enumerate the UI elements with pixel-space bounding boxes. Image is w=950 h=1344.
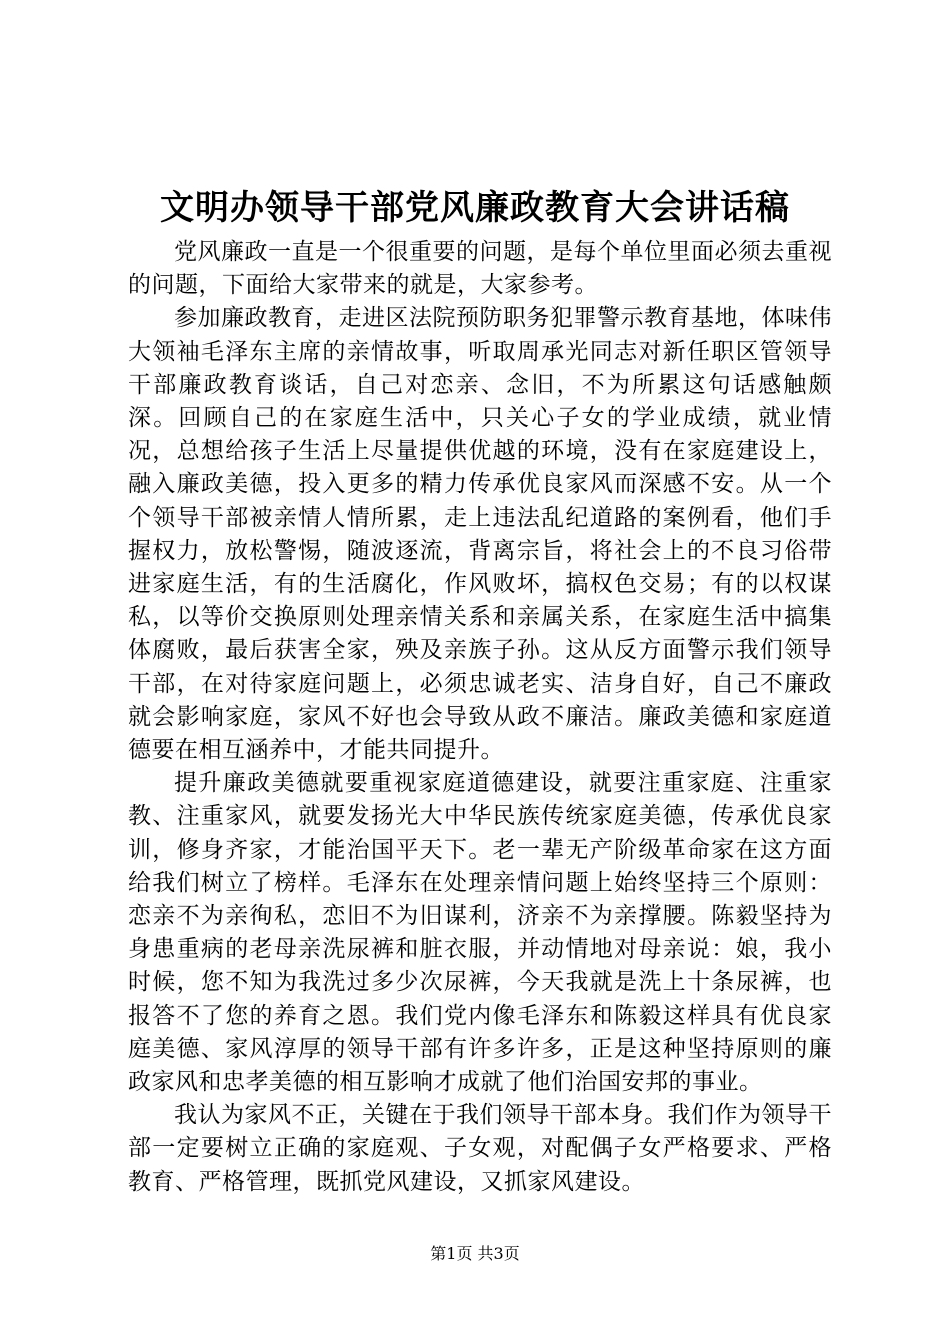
page-footer: 第1页 共3页 xyxy=(430,1244,520,1263)
paragraph-family-virtue: 提升廉政美德就要重视家庭道德建设，就要注重家庭、注重家教、注重家风，就要发扬光大中华民族传统家庭美德，传承优良家训，修身齐家，才能治国平天下。老一辈无产阶级革命家在这方面给我们树立了榜样。毛泽东在处理亲情问题上始终坚持三个原则：恋亲不为亲徇私，恋旧不为旧谋利，济亲不为亲撑腰。陈毅坚持为身患重病的老母亲洗尿裤和脏衣服，并动情地对母亲说：娘，我小时候，您不知为我洗过多少次尿裤，今天我就是洗上十条尿裤，也报答不了您的养育之恩。我们党内像毛泽东和陈毅这样具有优良家庭美德、家风淳厚的领导干部有许多许多，正是这种坚持原则的廉政家风和忠孝美德的相互影响才成就了他们治国安邦的事业。 xyxy=(128,770,832,1096)
paragraph-intro: 党风廉政一直是一个很重要的问题，是每个单位里面必须去重视的问题，下面给大家带来的就是，大家参考。 xyxy=(128,239,832,299)
paragraph-education: 参加廉政教育，走进区法院预防职务犯罪警示教育基地，体味伟大领袖毛泽东主席的亲情故事，听取周承光同志对新任职区管领导干部廉政教育谈话，自己对恋亲、念旧，不为所累这句话感触颇深。回顾自己的在家庭生活中，只关心子女的学业成绩，就业情况，总想给孩子生活上尽量提供优越的环境，没有在家庭建设上，融入廉政美德，投入更多的精力传承优良家风而深感不安。从一个个领导干部被亲情人情所累，走上违法乱纪道路的案例看，他们手握权力，放松警惕，随波逐流，背离宗旨，将社会上的不良习俗带进家庭生活，有的生活腐化，作风败坏，搞权色交易；有的以权谋私，以等价交换原则处理亲情关系和亲属关系，在家庭生活中搞集体腐败，最后获害全家，殃及亲族子孙。这从反方面警示我们领导干部，在对待家庭问题上，必须忠诚老实、洁身自好，自己不廉政就会影响家庭，家风不好也会导致从政不廉洁。廉政美德和家庭道德要在相互涵养中，才能共同提升。 xyxy=(128,305,832,764)
document-body xyxy=(128,236,832,1199)
document-title: 文明办领导干部党风廉政教育大会讲话稿 xyxy=(160,188,790,228)
paragraph-conclusion: 我认为家风不正，关键在于我们领导干部本身。我们作为领导干部一定要树立正确的家庭观、子女观，对配偶子女严格要求、严格教育、严格管理，既抓党风建设，又抓家风建设。 xyxy=(128,1102,832,1195)
